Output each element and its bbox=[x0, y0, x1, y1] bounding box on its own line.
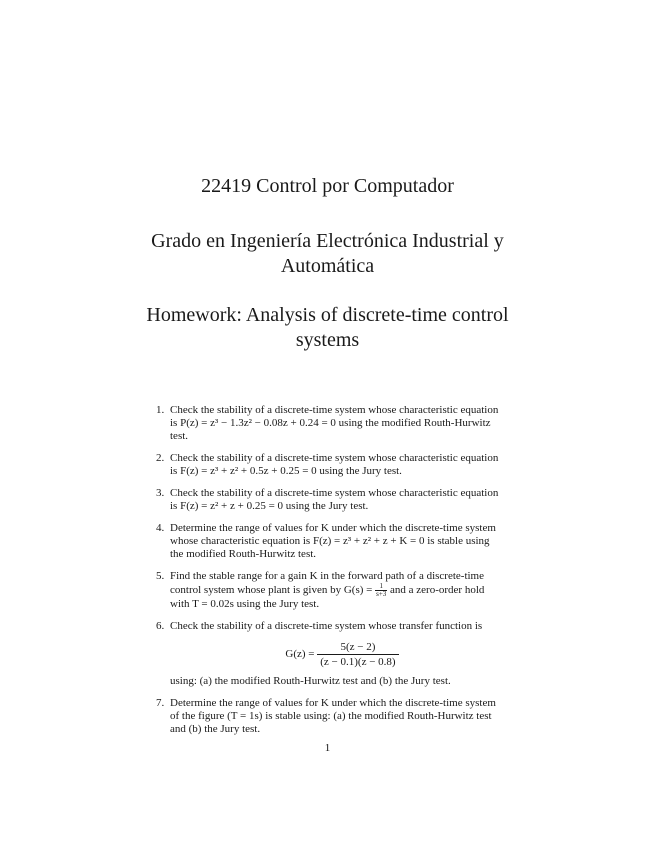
problem-text-line: is P(z) = z³ − 1.3z² − 0.08z + 0.24 = 0 using the modified Routh-Hurwitz bbox=[170, 417, 491, 429]
degree-title-line2: Automática bbox=[280, 255, 375, 277]
problem-number: 6. bbox=[156, 620, 165, 632]
problem-text-line: with T = 0.02s using the Jury test. bbox=[170, 598, 320, 610]
problem-text-line: test. bbox=[170, 430, 189, 442]
problem-text-line: whose characteristic equation is F(z) = z³ + z² + z + K = 0 is stable using bbox=[170, 535, 490, 547]
fraction-denominator: (z − 0.1)(z − 0.8) bbox=[320, 656, 396, 668]
homework-title bbox=[100, 303, 555, 353]
problem-text-line: and (b) the Jury test. bbox=[170, 723, 261, 735]
problem-text-line: Find the stable range for a gain K in the forward path of a discrete-time bbox=[170, 570, 484, 582]
problem-item-5 bbox=[152, 570, 514, 611]
problem-text-line: is F(z) = z² + z + 0.25 = 0 using the Jury test. bbox=[170, 500, 369, 512]
course-title-text: 22419 Control por Computador bbox=[201, 175, 454, 197]
problem-text-segment: and a zero-order hold bbox=[390, 584, 485, 597]
problem-item-2 bbox=[152, 452, 514, 478]
problem-text-line: using: (a) the modified Routh-Hurwitz test and (b) the Jury test. bbox=[170, 675, 451, 687]
problem-text-line: Check the stability of a discrete-time system whose characteristic equation bbox=[170, 404, 499, 416]
problem-text-line: Determine the range of values for K under which the discrete-time system bbox=[170, 522, 496, 534]
fraction-numerator: 5(z − 2) bbox=[317, 641, 398, 655]
fraction-denominator: s+3 bbox=[376, 590, 387, 598]
problem-text-line: Check the stability of a discrete-time system whose characteristic equation bbox=[170, 452, 499, 464]
problem-text-line: Check the stability of a discrete-time system whose characteristic equation bbox=[170, 487, 499, 499]
problem-number: 7. bbox=[156, 697, 165, 709]
transfer-function-equation bbox=[170, 641, 514, 668]
problem-number: 2. bbox=[156, 452, 165, 464]
problem-text-line: the modified Routh-Hurwitz test. bbox=[170, 548, 317, 560]
degree-title-line1: Grado en Ingeniería Electrónica Industrial y bbox=[151, 230, 504, 252]
problem-number: 1. bbox=[156, 404, 165, 416]
problem-text-segment: control system whose plant is given by G(s) = bbox=[170, 584, 376, 597]
page-number: 1 bbox=[324, 742, 331, 754]
problem-list bbox=[152, 404, 514, 745]
problem-item-6 bbox=[152, 620, 514, 688]
problem-item-1 bbox=[152, 404, 514, 443]
problem-number: 3. bbox=[156, 487, 165, 499]
problem-item-3 bbox=[152, 487, 514, 513]
problem-text-line-with-fraction bbox=[170, 583, 514, 598]
equation-fraction bbox=[317, 641, 398, 668]
problem-number: 4. bbox=[156, 522, 165, 534]
problem-number: 5. bbox=[156, 570, 165, 582]
problem-text-line: Check the stability of a discrete-time system whose transfer function is bbox=[170, 620, 483, 632]
inline-fraction bbox=[375, 583, 387, 598]
problem-text-line: Determine the range of values for K under which the discrete-time system bbox=[170, 697, 496, 709]
degree-title bbox=[100, 229, 555, 279]
fraction-numerator: 1 bbox=[375, 583, 387, 591]
course-title bbox=[100, 174, 555, 199]
homework-title-line2: systems bbox=[295, 329, 360, 351]
homework-title-line1: Homework: Analysis of discrete-time control bbox=[146, 304, 509, 326]
problem-item-7 bbox=[152, 697, 514, 736]
problem-text-line: is F(z) = z³ + z² + 0.5z + 0.25 = 0 using the Jury test. bbox=[170, 465, 402, 477]
problem-item-4 bbox=[152, 522, 514, 561]
problem-text-line: of the figure (T = 1s) is stable using: (a) the modified Routh-Hurwitz test bbox=[170, 710, 492, 722]
equation-lhs: G(z) = bbox=[285, 648, 318, 661]
